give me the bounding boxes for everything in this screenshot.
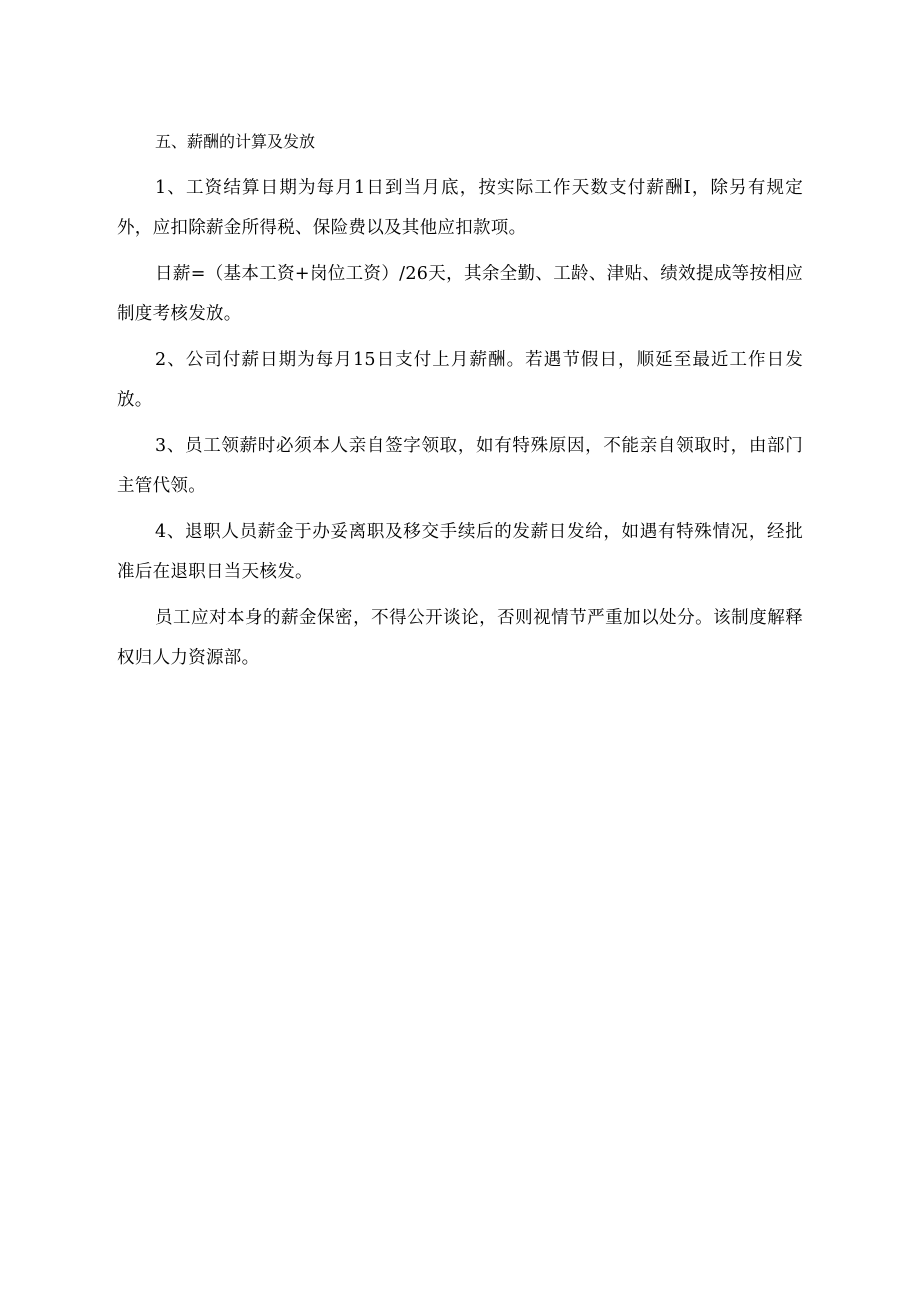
paragraph-daily-wage: 日薪=（基本工资+岗位工资）/26天，其余全勤、工龄、津贴、绩效提成等按相应制度考核发放。 xyxy=(117,264,803,324)
paragraph-settlement-date: 1、工资结算日期为每月1日到当月底，按实际工作天数支付薪酬I，除另有规定外，应扣除薪金所得税、保险费以及其他应扣款项。 xyxy=(117,178,803,238)
document-body xyxy=(117,122,803,678)
paragraph-confidentiality: 员工应对本身的薪金保密，不得公开谈论，否则视情节严重加以处分。该制度解释权归人力资源部。 xyxy=(117,608,803,668)
paragraph-pay-collection: 3、员工领薪时必须本人亲自签字领取，如有特殊原因，不能亲自领取时，由部门主管代领。 xyxy=(117,436,803,496)
section-heading: 五、薪酬的计算及发放 xyxy=(155,132,316,151)
paragraph-pay-date: 2、公司付薪日期为每月15日支付上月薪酬。若遇节假日，顺延至最近工作日发放。 xyxy=(117,350,803,410)
paragraph-resigned-staff: 4、退职人员薪金于办妥离职及移交手续后的发薪日发给，如遇有特殊情况，经批准后在退职日当天核发。 xyxy=(117,522,803,582)
